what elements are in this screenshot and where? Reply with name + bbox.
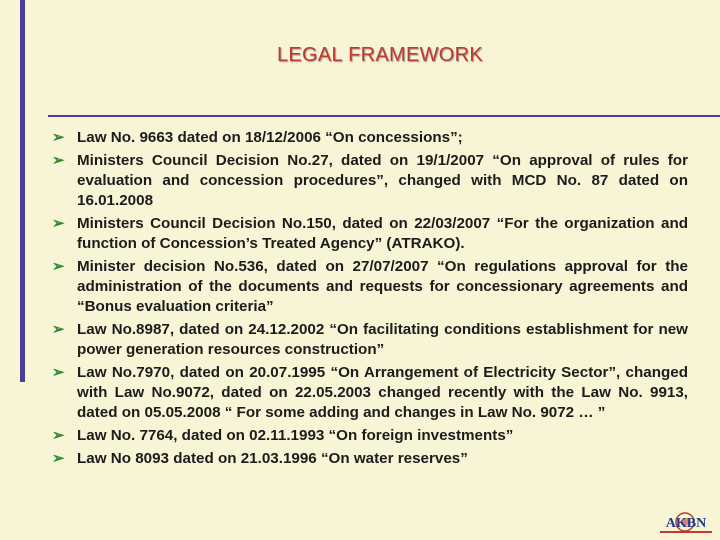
list-item [52,449,688,469]
list-item-text: Ministers Council Decision No.150, dated on 22/03/2007 “For the organization and function of Concession’s Treated Agency” (ATRAKO). [77,215,688,252]
arrow-bullet-icon: ➢ [52,215,65,233]
list-item-text: Law No. 7764, dated on 02.11.1993 “On foreign investments” [77,427,514,445]
logo-text: AKBN [665,516,707,531]
logo-underline [660,531,712,533]
arrow-bullet-icon: ➢ [52,321,65,339]
arrow-bullet-icon: ➢ [52,450,65,468]
arrow-bullet-icon: ➢ [52,364,65,382]
list-item [52,214,688,254]
arrow-bullet-icon: ➢ [52,427,65,445]
list-item [52,128,688,148]
arrow-bullet-icon: ➢ [52,258,65,276]
list-item [52,426,688,446]
legal-framework-list [52,128,688,473]
list-item [52,257,688,316]
list-item [52,151,688,210]
list-item-text: Law No. 9663 dated on 18/12/2006 “On concessions”; [77,129,463,146]
list-item-text: Law No 8093 dated on 21.03.1996 “On water reserves” [77,450,468,468]
list-item [52,363,688,422]
list-item-text: Law No.8987, dated on 24.12.2002 “On facilitating conditions establishment for new power generation resources construction” [77,321,688,358]
arrow-bullet-icon: ➢ [52,129,65,146]
title-divider [48,115,720,117]
arrow-bullet-icon: ➢ [52,152,65,170]
list-item-text: Minister decision No.536, dated on 27/07/2007 “On regulations approval for the administration of the documents and requests for concessionary agreements and “Bonus evaluation criteria” [77,258,688,315]
akbn-logo [656,508,716,538]
list-item [52,320,688,360]
slide-title: LEGAL FRAMEWORK [276,44,483,66]
list-item-text: Law No.7970, dated on 20.07.1995 “On Arrangement of Electricity Sector”, changed with Law No.9072, dated on 22.05.2003 changed recently with the Law No. 9913, dated on 05.05.2008 “ For some adding and changes in Law No. 9072 … ” [77,364,688,421]
list-item-text: Ministers Council Decision No.27, dated on 19/1/2007 “On approval of rules for evaluation and concession procedures”, changed with MCD No. 87 dated on 16.01.2008 [77,152,688,209]
